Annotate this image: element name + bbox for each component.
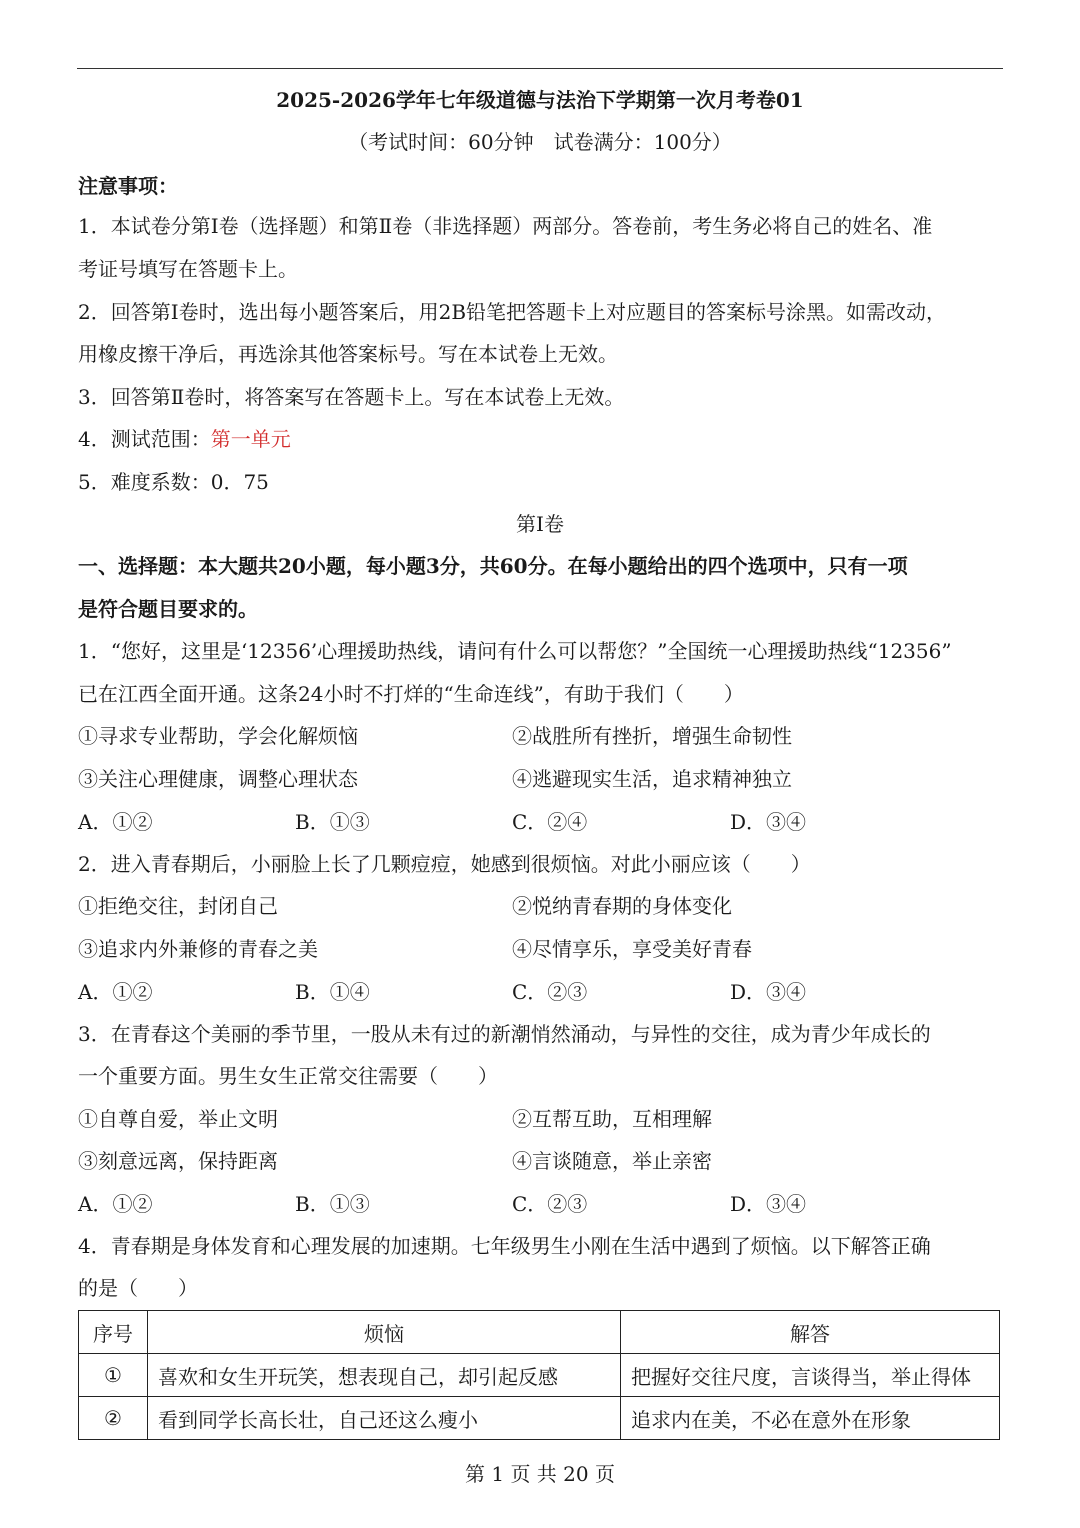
volume-label: 第Ⅰ卷 bbox=[516, 512, 564, 536]
q1-statement-4: ④逃避现实生活，追求精神独立 bbox=[512, 767, 792, 791]
q3-stem-line-1: 3．在青春这个美丽的季节里，一股从未有过的新潮悄然涌动，与异性的交往，成为青少年成长的 bbox=[78, 1022, 931, 1046]
exam-title: 2025-2026学年七年级道德与法治下学期第一次月考卷01 bbox=[276, 88, 804, 112]
q1-stem-line-1: 1．“您好，这里是‘12356’心理援助热线，请问有什么可以帮您？”全国统一心理援助热线“12356” bbox=[78, 639, 952, 663]
header-rule bbox=[77, 68, 1003, 69]
q1-statement-1: ①寻求专业帮助，学会化解烦恼 bbox=[78, 724, 358, 748]
section-heading-line-1: 一、选择题：本大题共20小题，每小题3分，共60分。在每小题给出的四个选项中，只有一项 bbox=[78, 554, 908, 578]
notice-item-3: 3．回答第Ⅱ卷时，将答案写在答题卡上。写在本试卷上无效。 bbox=[78, 385, 625, 409]
q2-option-c: C．②③ bbox=[512, 980, 588, 1004]
table-header-cell: 烦恼 bbox=[148, 1311, 621, 1354]
notice-item-4-scope: 第一单元 bbox=[210, 427, 291, 451]
table-row bbox=[79, 1354, 1000, 1397]
table-cell: 把握好交往尺度，言谈得当，举止得体 bbox=[621, 1354, 1000, 1397]
q2-option-d: D．③④ bbox=[730, 980, 807, 1004]
notice-item-4-label: 4．测试范围： bbox=[78, 427, 211, 451]
q1-stem-line-2: 已在江西全面开通。这条24小时不打烊的“生命连线”，有助于我们（ ） bbox=[78, 682, 744, 706]
q3-stem-line-2: 一个重要方面。男生女生正常交往需要（ ） bbox=[78, 1064, 498, 1088]
notice-item-2-line-2: 用橡皮擦干净后，再选涂其他答案标号。写在本试卷上无效。 bbox=[78, 342, 618, 366]
notice-item-1-line-2: 考证号填写在答题卡上。 bbox=[78, 257, 298, 281]
q3-option-b: B．①③ bbox=[295, 1192, 370, 1216]
q2-option-b: B．①④ bbox=[295, 980, 370, 1004]
q3-statement-2: ②互帮互助，互相理解 bbox=[512, 1107, 712, 1131]
table-row bbox=[79, 1397, 1000, 1440]
q3-option-d: D．③④ bbox=[730, 1192, 807, 1216]
q4-table bbox=[78, 1310, 1000, 1440]
q1-option-a: A．①② bbox=[78, 810, 153, 834]
q2-statement-2: ②悦纳青春期的身体变化 bbox=[512, 894, 732, 918]
q3-option-a: A．①② bbox=[78, 1192, 153, 1216]
q3-option-c: C．②③ bbox=[512, 1192, 588, 1216]
q1-statement-2: ②战胜所有挫折，增强生命韧性 bbox=[512, 724, 792, 748]
q3-statement-4: ④言谈随意，举止亲密 bbox=[512, 1149, 712, 1173]
notice-item-5: 5．难度系数：0．75 bbox=[78, 470, 269, 494]
q3-statement-3: ③刻意远离，保持距离 bbox=[78, 1149, 278, 1173]
page-footer: 第 1 页 共 20 页 bbox=[465, 1462, 615, 1486]
table-cell: ① bbox=[79, 1354, 148, 1397]
q2-statement-4: ④尽情享乐，享受美好青春 bbox=[512, 937, 752, 961]
table-cell: 看到同学长高长壮，自己还这么瘦小 bbox=[148, 1397, 621, 1440]
table-header-row bbox=[79, 1311, 1000, 1354]
notice-item-2-line-1: 2．回答第Ⅰ卷时，选出每小题答案后，用2B铅笔把答题卡上对应题目的答案标号涂黑。如需改动， bbox=[78, 300, 947, 324]
notice-item-4 bbox=[78, 425, 291, 453]
table-header-cell: 解答 bbox=[621, 1311, 1000, 1354]
q2-stem-line-1: 2．进入青春期后，小丽脸上长了几颗痘痘，她感到很烦恼。对此小丽应该（ ） bbox=[78, 852, 811, 876]
table-cell: 喜欢和女生开玩笑，想表现自己，却引起反感 bbox=[148, 1354, 621, 1397]
q1-option-b: B．①③ bbox=[295, 810, 370, 834]
q4-stem-line-1: 4．青春期是身体发育和心理发展的加速期。七年级男生小刚在生活中遇到了烦恼。以下解答正确 bbox=[78, 1234, 931, 1258]
notice-heading: 注意事项： bbox=[78, 174, 178, 198]
table-cell: 追求内在美，不必在意外在形象 bbox=[621, 1397, 1000, 1440]
table-header-cell: 序号 bbox=[79, 1311, 148, 1354]
q1-option-d: D．③④ bbox=[730, 810, 807, 834]
q1-option-c: C．②④ bbox=[512, 810, 588, 834]
notice-item-1-line-1: 1．本试卷分第Ⅰ卷（选择题）和第Ⅱ卷（非选择题）两部分。答卷前，考生务必将自己的姓名、准 bbox=[78, 214, 933, 238]
q4-stem-line-2: 的是（ ） bbox=[78, 1276, 198, 1300]
exam-subtitle: （考试时间：60分钟 试卷满分：100分） bbox=[348, 130, 732, 154]
section-heading-line-2: 是符合题目要求的。 bbox=[78, 597, 258, 621]
q2-statement-3: ③追求内外兼修的青春之美 bbox=[78, 937, 318, 961]
table-cell: ② bbox=[79, 1397, 148, 1440]
q1-statement-3: ③关注心理健康，调整心理状态 bbox=[78, 767, 358, 791]
q3-statement-1: ①自尊自爱，举止文明 bbox=[78, 1107, 278, 1131]
q2-option-a: A．①② bbox=[78, 980, 153, 1004]
q2-statement-1: ①拒绝交往，封闭自己 bbox=[78, 894, 278, 918]
